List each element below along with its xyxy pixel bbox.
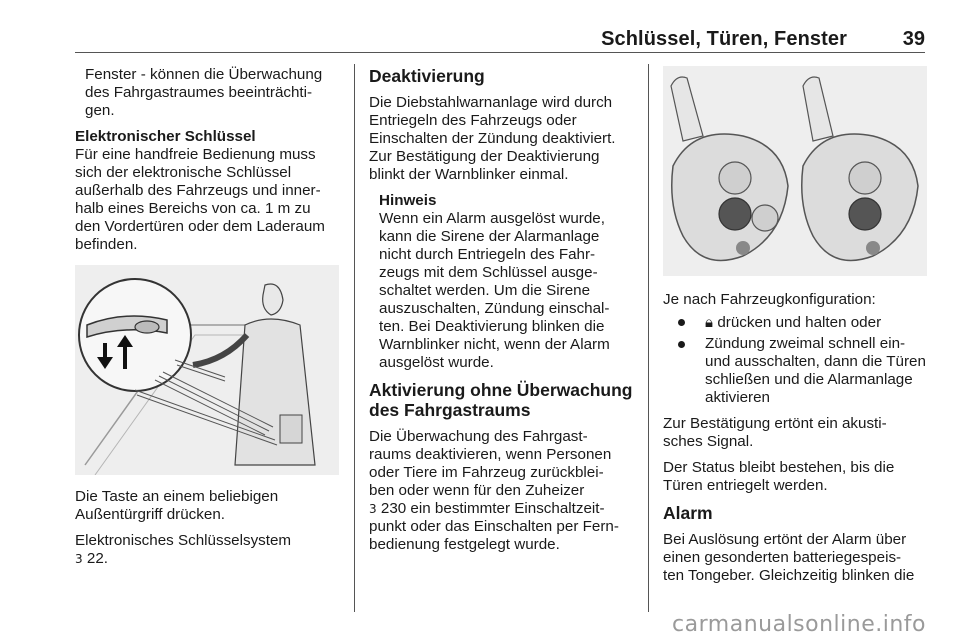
paragraph-reference: [75, 532, 343, 568]
paragraph-status: Der Status bleibt bestehen, bis die Türen entriegelt werden.: [663, 459, 895, 494]
heading-activation-no-monitoring: Aktivierung ohne Überwachung des Fahrgastraums: [369, 380, 633, 420]
paragraph-continued: Fenster - können die Überwachung des Fahrgastraumes beeinträchti- gen.: [85, 66, 323, 119]
reference-arrow-icon: 3: [75, 552, 83, 566]
lock-icon: 🔒︎: [705, 313, 714, 331]
column-right: [663, 291, 931, 593]
configuration-list: [663, 313, 931, 407]
bullet-1-text: drücken und halten oder: [717, 314, 882, 331]
key-fobs-drawing: [663, 66, 927, 276]
paragraph-press-button: Die Taste an einem beliebigen Außentürgriff drücken.: [75, 488, 279, 523]
column-left: [75, 66, 343, 262]
list-item: Zündung zweimal schnell ein- und ausschalten, dann die Türen schließen und die Alarmanlage aktivieren: [663, 335, 931, 407]
paragraph-activation-2: [369, 500, 637, 554]
key-fobs-illustration: [663, 66, 927, 276]
paragraph-signal: Zur Bestätigung ertönt ein akusti- sches Signal.: [663, 415, 887, 450]
reference-page[interactable]: 22.: [86, 550, 108, 567]
heading-deactivation: Deaktivierung: [369, 66, 485, 86]
reference-arrow-icon: 3: [369, 502, 377, 516]
hint-body: Wenn ein Alarm ausgelöst wurde, kann die Sirene der Alarmanlage nicht durch Entriegeln des Fahr- zeugs mit dem Schlüssel ausge- schaltet werden. Um die Sirene auszuschalten, Zündung einschal- ten. Bei Deaktivierung blinken die Warnblinker nicht, wenn der Alarm ausgelöst wurde.: [379, 210, 610, 371]
reference-text: Elektronisches Schlüsselsystem: [75, 532, 292, 549]
heading-electronic-key: Elektronischer Schlüssel: [75, 128, 256, 145]
paragraph-activation-2-text: 230 ein bestimmter Einschaltzeit- punkt oder das Einschalten per Fern- bedienung festgelegt wurde.: [369, 500, 619, 553]
column-divider-1: [354, 64, 355, 612]
paragraph-activation-1: Die Überwachung des Fahrgast- raums deaktivieren, wenn Personen oder Tiere im Fahrzeug zurückblei- ben oder wenn für den Zuheizer: [369, 428, 612, 499]
door-handle-illustration: [75, 265, 339, 475]
column-divider-2: [648, 64, 649, 612]
paragraph-electronic-key: Für eine handfreie Bedienung muss sich der elektronische Schlüssel außerhalb des Fahrzeugs und inner- halb eines Bereichs von ca. 1 m zu den Vordertüren oder dem Laderaum befinden.: [75, 146, 325, 253]
column-middle: [369, 66, 637, 554]
paragraph-alarm: Bei Auslösung ertönt der Alarm über einen gesonderten batteriegespeis- ten Tongeber. Gleichzeitig blinken die: [663, 531, 915, 584]
watermark: carmanualsonline.info: [672, 612, 926, 637]
page-header: [75, 26, 925, 53]
list-item: [663, 313, 931, 332]
hint-title: Hinweis: [379, 192, 437, 209]
page-number: 39: [902, 28, 925, 50]
door-handle-drawing: [75, 265, 339, 475]
heading-alarm: Alarm: [663, 503, 713, 523]
page-title: Schlüssel, Türen, Fenster: [601, 28, 847, 50]
paragraph-deactivation: Die Diebstahlwarnanlage wird durch Entriegeln des Fahrzeugs oder Einschalten der Zündung deaktiviert. Zur Bestätigung der Deaktivierung blinkt der Warnblinker einmal.: [369, 94, 616, 183]
paragraph-configuration: Je nach Fahrzeugkonfiguration:: [663, 291, 876, 308]
column-left-lower: [75, 488, 343, 568]
